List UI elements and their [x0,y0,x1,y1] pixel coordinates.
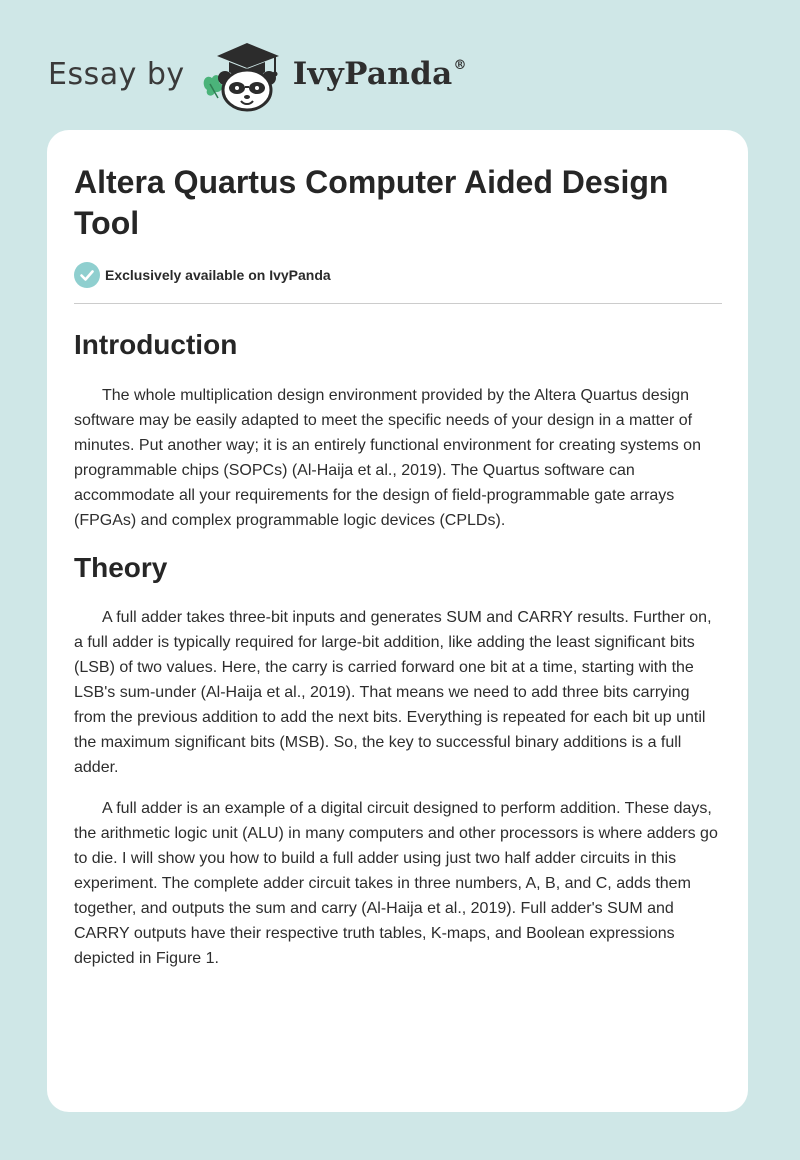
brand-name[interactable] [293,56,467,92]
theory-paragraph-2: A full adder is an example of a digital circuit designed to perform addition. These days, the arithmetic logic unit (ALU) in many computers and other processors is where adders go to die. I will show you how to build a full adder using just two half adder circuits in this experiment. The complete adder circuit takes in three numbers, A, B, and C, adds them together, and outputs the sum and carry (Al-Haija et al., 2019). Full adder's SUM and CARRY outputs have their respective truth tables, K-maps, and Boolean expressions depicted in Figure 1. [74,800,718,967]
theory-paragraph-1: A full adder takes three-bit inputs and generates SUM and CARRY results. Further on, a full adder is typically required for large-bit addition, like adding the least significant bits (LSB) of two values. Here, the carry is carried forward one bit at a time, starting with the LSB's sum-under (Al-Haija et al., 2019). That means we need to add three bits carrying from the previous addition to add the next bits. Everything is repeated for each bit up until the maximum significant bits (MSB). So, the key to successful binary additions is a full adder. [74,609,712,776]
registered-mark: ® [453,58,467,73]
exclusive-badge [74,261,722,289]
title-divider [74,303,722,304]
introduction-paragraph: The whole multiplication design environment provided by the Altera Quartus design software may be easily adapted to meet the specific needs of your design in a matter of minutes. Put another way; it is an entirely functional environment for creating systems on programmable chips (SOPCs) (Al-Haija et al., 2019). The Quartus software can accommodate all your requirements for the design of field-programmable gate arrays (FPGAs) and complex programmable logic devices (CPLDs). [74,387,701,529]
site-header [48,36,467,112]
ivypanda-panda-logo-icon[interactable] [199,36,291,112]
section-heading-introduction: Introduction [74,329,238,360]
check-circle-icon [74,262,100,288]
section-heading-theory: Theory [74,552,168,583]
essay-title: Altera Quartus Computer Aided Design Tool [74,164,669,241]
brand-name-text: IvyPanda [292,56,453,92]
essay-by-label: Essay by [48,56,185,92]
exclusive-badge-text: Exclusively available on IvyPanda [105,267,331,283]
essay-card [47,130,748,1112]
